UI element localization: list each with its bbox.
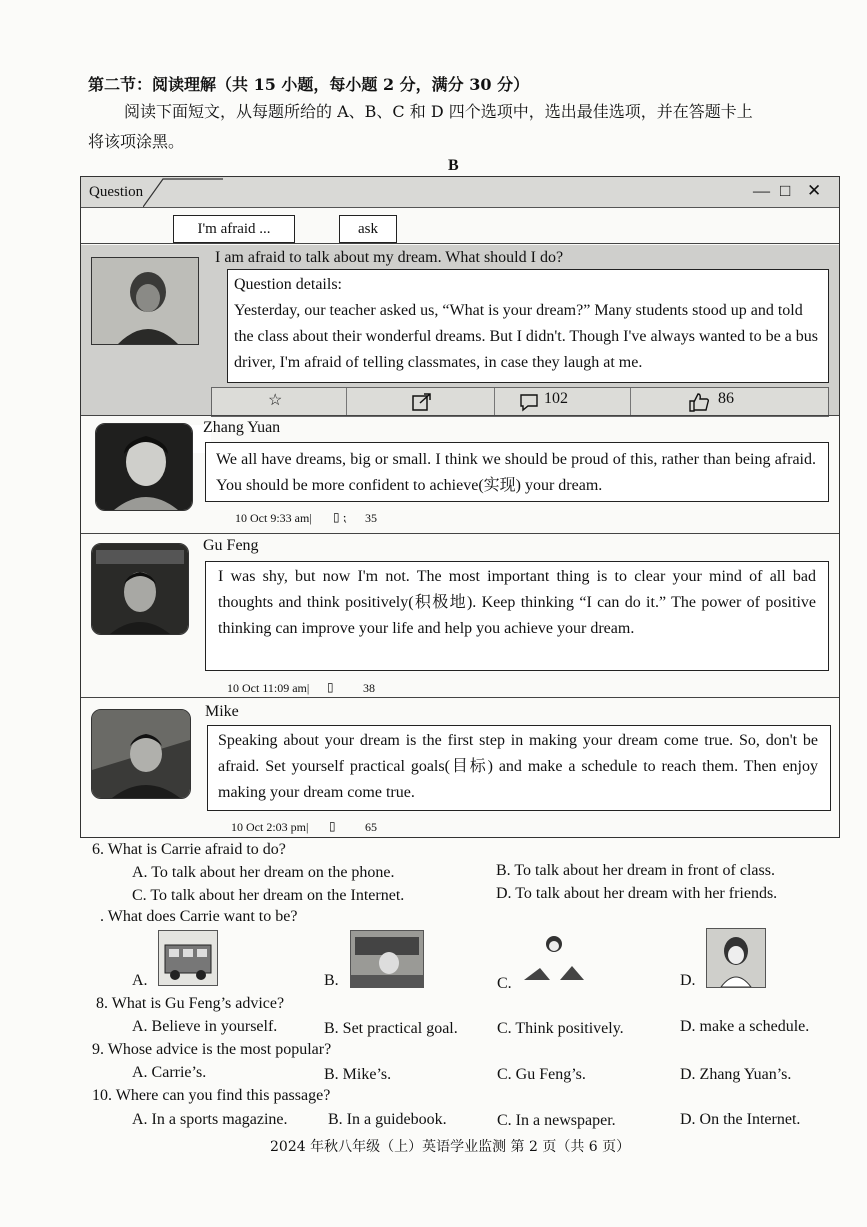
passage-letter: B [448, 157, 459, 174]
option[interactable]: B. [324, 972, 339, 989]
option[interactable]: A. In a sports magazine. [132, 1111, 288, 1128]
like-icon[interactable]: ▯ [327, 680, 334, 694]
bus-image [158, 930, 218, 986]
option[interactable]: C. Think positively. [497, 1020, 624, 1037]
zhang-yuan-avatar [95, 423, 193, 511]
answer-text: Speaking about your dream is the first step in making your dream come true. So, don't be afraid. Set yourself practical goals(目标) and make a schedule to reach them. Then enjoy making your dream come true. [218, 732, 818, 801]
answer-likes: 38 [363, 681, 375, 695]
option[interactable]: D. make a schedule. [680, 1018, 810, 1035]
answer-text: I was shy, but now I'm not. The most important thing is to clear your mind of all bad thoughts and think positively(积极地). Keep thinking “I can do it.” The power of positive thinking can improve your life and help you achieve your dream. [218, 568, 816, 637]
instruction-line-2: 将该项涂黑。 [88, 132, 185, 151]
divider [81, 243, 839, 244]
option[interactable]: A. [132, 972, 148, 989]
answer-box [205, 442, 829, 502]
question-stem: 10. Where can you find this passage? [92, 1087, 331, 1104]
question-details-box [227, 269, 829, 383]
question-stem: 9. Whose advice is the most popular? [92, 1041, 332, 1058]
question-stem: . What does Carrie want to be? [100, 908, 298, 925]
answer-time: 10 Oct 11:09 am| [227, 681, 310, 695]
question-details-label: Question details: [234, 276, 342, 293]
option[interactable]: A. Believe in yourself. [132, 1018, 278, 1035]
option[interactable]: D. Zhang Yuan’s. [680, 1066, 792, 1083]
page-footer: 2024 年秋八年级（上）英语学业监测 第 2 页（共 6 页） [270, 1139, 631, 1155]
star-icon[interactable]: ☆ [268, 392, 283, 409]
answer-box [207, 725, 831, 811]
option[interactable]: A. Carrie’s. [132, 1064, 207, 1081]
tab-im-afraid[interactable]: I'm afraid ... [173, 215, 295, 243]
action-bar [211, 387, 829, 417]
close-icon[interactable]: ✕ [807, 181, 822, 200]
thumbs-up-icon[interactable] [688, 392, 710, 412]
title-tab-shape [143, 177, 233, 207]
answer-author: Gu Feng [203, 537, 259, 554]
comment-icon[interactable] [520, 394, 540, 412]
maximize-icon[interactable]: □ [780, 181, 791, 200]
mike-avatar [91, 709, 191, 799]
window-title: Question [89, 184, 144, 200]
minimize-icon[interactable]: — [753, 181, 770, 200]
answer-time: 10 Oct 9:33 am| [235, 511, 312, 525]
divider [81, 415, 839, 416]
comment-count: 102 [544, 390, 568, 407]
option[interactable]: C. [497, 975, 512, 992]
option[interactable]: A. To talk about her dream on the phone. [132, 864, 395, 881]
option[interactable]: B. To talk about her dream in front of class. [496, 862, 775, 879]
divider [81, 533, 839, 534]
gu-feng-avatar [91, 543, 189, 635]
driver-image [350, 930, 424, 988]
like-icon[interactable]: ▯ ⁏ [333, 510, 347, 524]
option[interactable]: C. To talk about her dream on the Internet. [132, 887, 405, 904]
answer-box [205, 561, 829, 671]
option[interactable]: C. In a newspaper. [497, 1112, 616, 1129]
share-icon[interactable] [412, 393, 432, 411]
section-title: 第二节：阅读理解（共 15 小题，每小题 2 分，满分 30 分） [88, 75, 530, 94]
answer-time: 10 Oct 2:03 pm| [231, 820, 309, 834]
divider [81, 697, 839, 698]
option[interactable]: D. [680, 972, 696, 989]
instruction-line-1: 阅读下面短文，从每题所给的 A、B、C 和 D 四个选项中，选出最佳选项，并在答题卡上 [124, 102, 753, 121]
answer-likes: 35 [365, 511, 377, 525]
answer-author: Mike [205, 703, 239, 720]
window-titlebar [81, 177, 839, 208]
girl-image [706, 928, 766, 988]
option[interactable]: D. To talk about her dream with her friends. [496, 885, 778, 902]
teacher-image [520, 930, 588, 986]
answer-text: We all have dreams, big or small. I think we should be proud of this, rather than being afraid. You should be more confident to achieve(实现) your dream. [216, 451, 816, 494]
carrie-avatar [91, 257, 199, 345]
question-details-text: Yesterday, our teacher asked us, “What is your dream?” Many students stood up and told the class about their wonderful dreams. But I didn't. Though I've always wanted to be a bus driver, I'm afraid of telling classmates, in case they laugh at me. [234, 302, 818, 371]
question-title: I am afraid to talk about my dream. What should I do? [215, 249, 564, 266]
option[interactable]: B. In a guidebook. [328, 1111, 447, 1128]
question-stem: 8. What is Gu Feng’s advice? [96, 995, 285, 1012]
question-stem: 6. What is Carrie afraid to do? [92, 841, 286, 858]
answer-likes: 65 [365, 820, 377, 834]
answer-author: Zhang Yuan [203, 419, 281, 436]
qa-window [80, 176, 840, 838]
option[interactable]: B. Set practical goal. [324, 1020, 458, 1037]
like-icon[interactable]: ▯ [329, 819, 336, 833]
option[interactable]: C. Gu Feng’s. [497, 1066, 586, 1083]
like-count: 86 [718, 390, 734, 407]
tab-ask[interactable]: ask [339, 215, 397, 243]
option[interactable]: D. On the Internet. [680, 1111, 801, 1128]
option[interactable]: B. Mike’s. [324, 1066, 392, 1083]
